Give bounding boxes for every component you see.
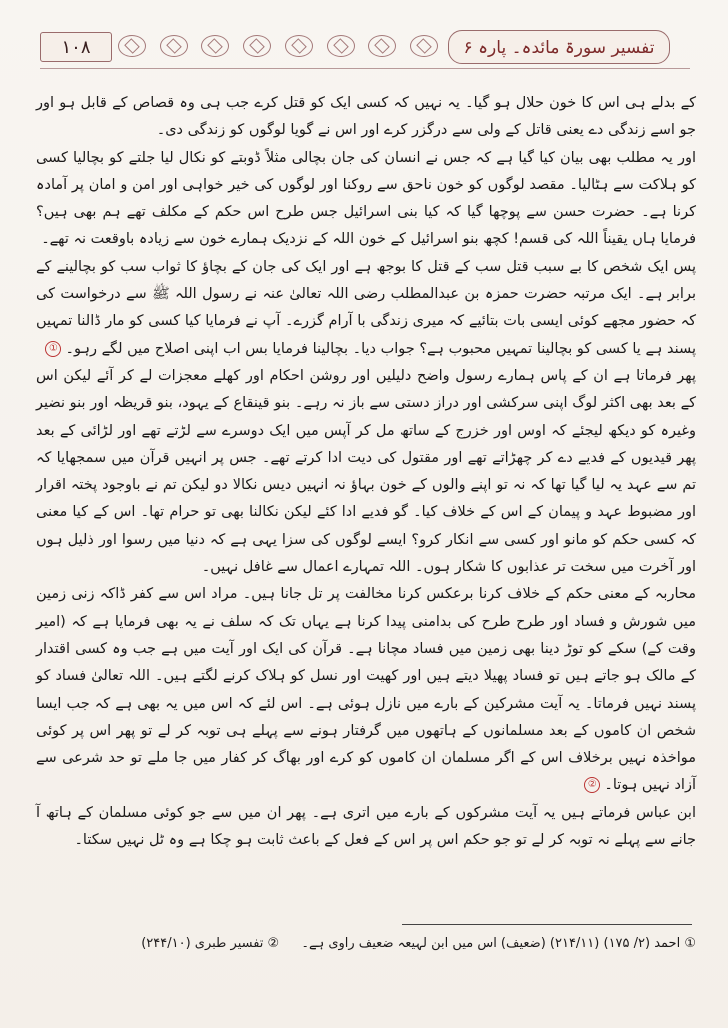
ornament-icon bbox=[327, 35, 355, 57]
ornament-icon bbox=[285, 35, 313, 57]
paragraph-3-text: پس ایک شخص کا بے سبب قتل سب کے قتل کا بوجھ ہے اور ایک کی جان کے بچاؤ کا ثواب سب کو بچالینے کے برابر ہے۔ ایک مرتبہ حضرت حمزہ بن عبدالمطلب رضی اللہ تعالیٰ عنہ نے رسول اللہ ﷺ سے درخواست کی کہ حضور مجھے کوئی ایسی بات بتائیے کہ میری زندگی با آرام گزرے۔ آپ نے فرمایا کیا کسی کو مار ڈالنا تمہیں پسند ہے یا کسی کو بچالینا تمہیں محبوب ہے؟ جواب دیا۔ بچالینا فرمایا بس اب اپنی اصلاح میں لگے رہو۔ bbox=[36, 258, 696, 357]
ornament-icon bbox=[118, 35, 146, 57]
paragraph-4: پھر فرماتا ہے ان کے پاس ہمارے رسول واضح دلیلیں اور روشن احکام اور کھلے معجزات لے کر آئے لیکن اس کے بعد بھی اکثر لوگ اپنی سرکشی اور دراز دستی سے باز نہ رہے۔ بنو قینقاع کے یہود، بنو قریظہ اور بنو نضیر وغیرہ کو دیکھ لیجئے کہ اوس اور خزرج کے ساتھ مل کر آپس میں ایک دوسرے سے لڑتے تھے اور لڑائی کے بعد پھر قیدیوں کے فدیے دے کر چھڑاتے تھے اور مقتول کی دیت ادا کرتے تھے۔ جس پر انہیں قرآن میں سمجھایا کہ تم سے عہد یہ لیا گیا تھا کہ نہ تو اپنے والوں کے خون بہاؤ نہ انہیں دیس نکالا دو لیکن تم نے باوجود پختہ اقرار اور مضبوط عہد و پیمان کے اس کے خلاف کیا۔ گو فدیے ادا کئے لیکن نکالنا بھی تو حرام تھا۔ اس کے کیا معنی کہ کسی حکم کو مانو اور کسی سے انکار کرو؟ ایسے لوگوں کی سزا یہی ہے کہ دنیا میں رسوا اور ذلیل ہوں اور آخرت میں سخت تر عذابوں کا شکار ہوں۔ اللہ تمہارے اعمال سے غافل نہیں۔ bbox=[36, 367, 696, 576]
body-text bbox=[36, 90, 696, 854]
ornament-icon bbox=[410, 35, 438, 57]
paragraph-1: کے بدلے ہی اس کا خون حلال ہو گیا۔ یہ نہیں کہ کسی ایک کو قتل کرے جب ہی وہ قصاص کے قابل ہو اور جو اسے زندگی دے یعنی قاتل کے ولی سے درگزر کرے اور اس نے گویا لوگوں کو زندگی دی۔ bbox=[36, 95, 696, 139]
paragraph-5-text: محاربہ کے معنی حکم کے خلاف کرنا برعکس کرنا مخالفت پر تل جانا ہیں۔ مراد اس سے کفر ڈاکہ زنی زمین میں شورش و فساد اور طرح طرح کی بدامنی پیدا کرنا ہے یہاں تک کہ سلف نے یہ بھی فرمایا ہے کہ (امیر وقت کے) سکے کو توڑ دینا بھی زمین میں فساد مچانا ہے۔ قرآن کی ایک اور آیت میں ہے جب وہ کسی اقتدار کے مالک ہو جاتے ہیں تو فساد پھیلا دیتے ہیں اور کھیت اور نسل کو ہلاک کرنے لگتے ہیں۔ اللہ تعالیٰ فساد کو پسند نہیں فرماتا۔ یہ آیت مشرکین کے بارے میں نازل ہوئی ہے۔ اس لئے کہ اس میں یہ بھی ہے کہ جب ایسا شخص ان کاموں کے بعد مسلمانوں کے ہاتھوں میں گرفتار ہونے سے پہلے ہی توبہ کر لے تو پھر اس پر کوئی مواخذہ نہیں برخلاف اس کے اگر مسلمان ان کاموں کو کرے اور بھاگ کر کفار میں جا ملے تو حد شرعی سے آزاد نہیں ہوتا۔ bbox=[36, 586, 696, 794]
paragraph-5 bbox=[36, 581, 696, 799]
paragraph-6: ابن عباس فرماتے ہیں یہ آیت مشرکوں کے بارے میں اتری ہے۔ پھر ان میں سے جو کوئی مسلمان کے ہاتھ آ جانے سے پہلے نہ توبہ کر لے تو جو حکم اس پر اس کے فعل کے باعث ثابت ہو چکا ہے وہ ٹل نہیں سکتا۔ bbox=[36, 804, 696, 849]
footnotes bbox=[36, 934, 696, 954]
footnote-ref-1[interactable]: ① bbox=[45, 341, 61, 357]
paragraph-3 bbox=[36, 254, 696, 363]
ornament-icon bbox=[160, 35, 188, 57]
footnote-1: ① احمد (۲/ ۱۷۵) (۲۱۴/۱۱) (ضعیف) اس میں ابن لہیعہ ضعیف راوی ہے۔ bbox=[301, 936, 696, 951]
ornament-icon bbox=[201, 35, 229, 57]
footnote-2: ② تفسیر طبری (۲۴۴/۱۰) bbox=[141, 936, 280, 951]
ornament-icon bbox=[368, 35, 396, 57]
page-number: ١٠٨ bbox=[40, 32, 112, 62]
footnote-ref-2[interactable]: ② bbox=[584, 777, 600, 793]
page-header bbox=[40, 24, 690, 70]
header-title: تفسیر سورۃ مائدہ۔ پارہ ۶ bbox=[448, 30, 670, 64]
ornament-icon bbox=[243, 35, 271, 57]
footnote-divider bbox=[402, 924, 692, 925]
header-divider bbox=[40, 68, 690, 69]
header-ornament bbox=[118, 34, 438, 58]
paragraph-2: اور یہ مطلب بھی بیان کیا گیا ہے کہ جس نے انسان کی جان بچالی مثلاً ڈوبتے کو نکال لیا جلتے کو بچالیا کسی کو ہلاکت سے ہٹالیا۔ مقصد لوگوں کو خون ناحق سے روکنا اور لوگوں کی خیر خواہی اور امن و امان پر آمادہ کرنا ہے۔ حضرت حسن سے پوچھا گیا کہ کیا بنی اسرائیل جس طرح اس حکم کے مکلف تھے ہم بھی ہیں؟ فرمایا ہاں یقیناً اللہ کی قسم! کچھ بنو اسرائیل کے خون اللہ کے نزدیک ہمارے خون سے زیادہ باوقعت نہ تھے۔ bbox=[36, 149, 696, 248]
